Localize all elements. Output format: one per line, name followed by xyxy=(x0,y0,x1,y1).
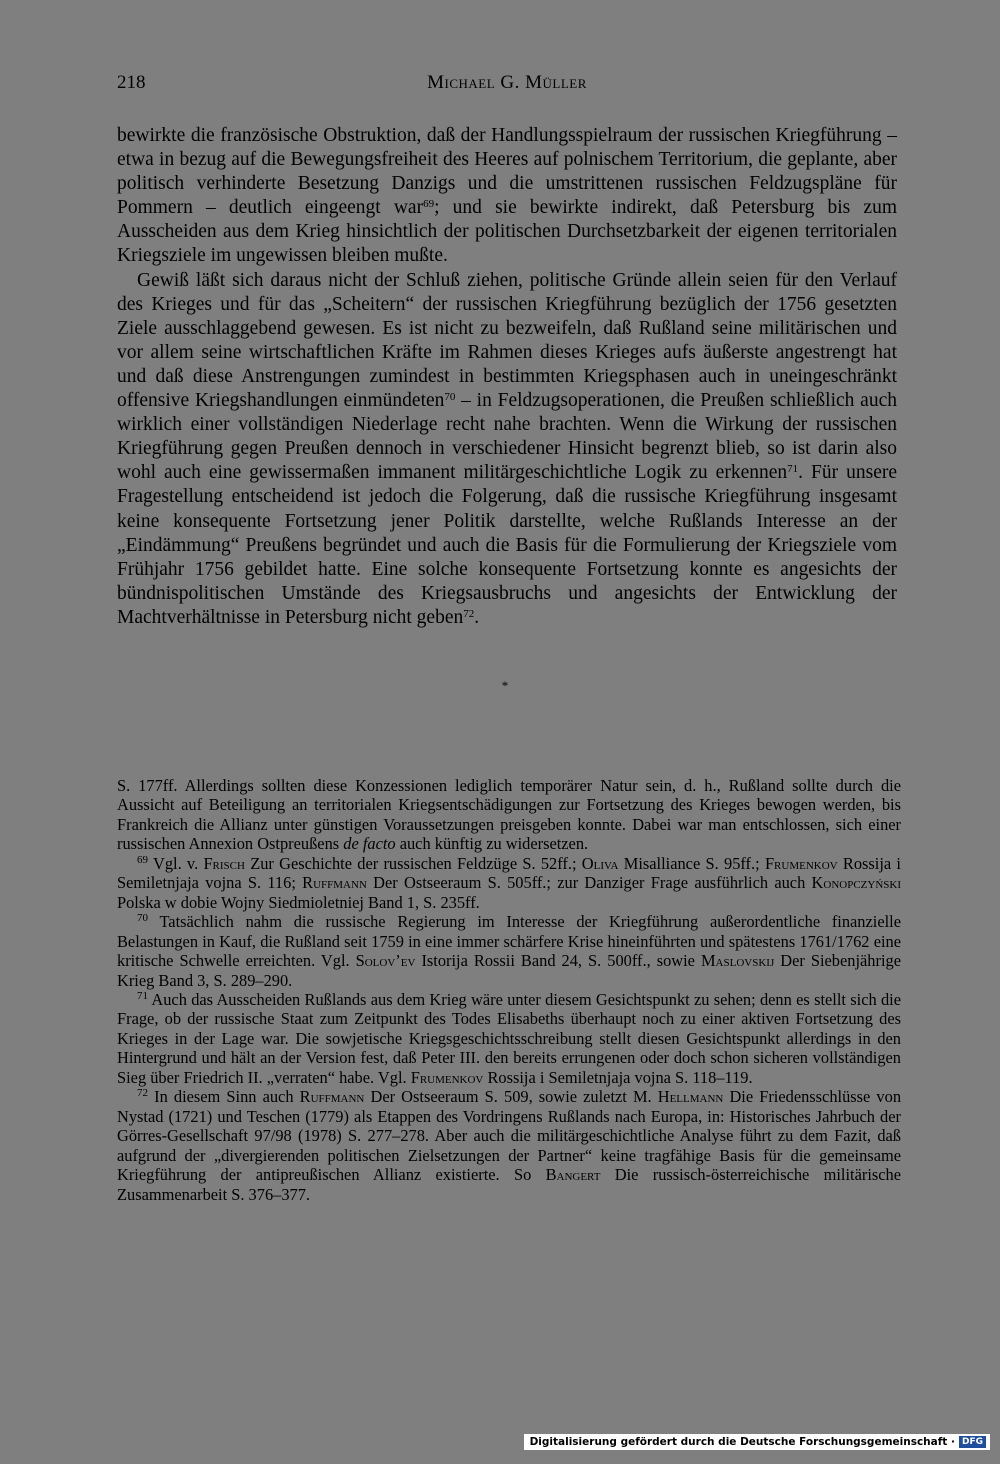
main-text xyxy=(117,124,897,630)
footnote-ref-72: 72 xyxy=(463,607,475,620)
running-head: Michael G. Müller xyxy=(427,72,587,93)
credit-text: Digitalisierung gefördert durch die Deutsche Forschungsgemeinschaft · xyxy=(529,1436,955,1448)
paragraph-1: bewirkte die französische Obstruktion, daß der Handlungsspielraum der russischen Kriegführung – etwa in bezug auf die Bewegungsfreiheit des Heeres auf polnischem Territorium, die geplante, aber politisch verhinderte Besetzung Danzigs und die umstrittenen russischen Feldzugspläne für Pommern – deutlich eingeengt war$^{69}$; und sie bewirkte indirekt, daß Petersburg bis zum Ausscheiden aus dem Krieg hinsichtlich der politischen Durchsetzbarkeit der eigenen territorialen Kriegsziele im ungewissen bleiben mußte. xyxy=(117,125,897,267)
footnote-72: $^{72}$ In diesem Sinn auch Ruffmann Der Ostseeraum S. 509, sowie zuletzt M. Hellmann Die Friedensschlüsse von Nystad (1721) und Teschen (1779) als Etappen des Vordringens Rußlands nach Europa, in: Historisches Jahrbuch der Görres-Gesellschaft 97/98 (1978) S. 277–278. Aber auch die militärgeschichtliche Analyse führt zu dem Fazit, daß aufgrund der „divergierenden politischen Zielsetzungen der Partner“ keine tragfähige Basis für die gemeinsame Kriegführung der antipreußischen Allianz existierte. So Bangert Die russisch-österreichische militärische Zusammenarbeit S. 376–377. xyxy=(117,1087,902,1204)
dfg-logo: DFG xyxy=(959,1436,986,1448)
footnote-70: $^{70}$ Tatsächlich nahm die russische Regierung im Interesse der Kriegführung außerordentliche finanzielle Belastungen in Kauf, die Rußland seit 1759 in eine immer schärfere Krise hineinführten und spätestens 1761/1762 eine kritische Schwelle erreichten. Vgl. Solov’ev Istorija Rossii Band 24, S. 500ff., sowie Maslovskij Der Siebenjährige Krieg Band 3, S. 289–290. xyxy=(117,912,901,990)
section-mark: * xyxy=(501,678,509,693)
paragraph-2: Gewiß läßt sich daraus nicht der Schluß ziehen, politische Gründe allein seien für den Verlauf des Krieges und für das „Scheitern“ der russischen Kriegführung bezüglich der 1756 gesetzten Ziele ausschlaggebend gewesen. Es ist nicht zu bezweifeln, daß Rußland seine militärischen und vor allem seine wirtschaftlichen Kräfte im Rahmen dieses Krieges aufs äußerste angestrengt hat und daß diese Anstrengungen zumindest in bestimmten Kriegsphasen auch in uneingeschränkt offensive Kriegshandlungen einmündeten$^{70}$ – in Feldzugsoperationen, die Preußen schließlich auch wirklich einer vollständigen Niederlage recht nahe brachten. Wenn die Wirkung der russischen Kriegführung gegen Preußen dennoch in verschiedener Hinsicht begrenzt blieb, so ist darin also wohl auch eine gewissermaßen immanent militärgeschichtliche Logik zu erkennen$^{71}$. Für unsere Fragestellung entscheidend ist jedoch die Folgerung, daß die russische Kriegführung insgesamt keine konsequente Fortsetzung jener Politik darstellte, welche Rußlands Interesse an der „Eindämmung“ Preußens begründet und auch die Basis für die Formulierung der Kriegsziele vom Frühjahr 1756 gebildet hatte. Eine solche konsequente Fortsetzung konnte es angesichts der bündnispolitischen Umstände des Kriegsausbruchs und angesichts der Entwicklung der Machtverhältnisse in Petersburg nicht geben$^{72}$. xyxy=(117,269,898,628)
footnote-ref-71: 71 xyxy=(787,463,799,476)
digitization-credit xyxy=(524,1434,990,1450)
page-number: 218 xyxy=(117,72,146,93)
page-header xyxy=(117,72,897,96)
footnotes xyxy=(117,776,901,1204)
footnote-ref-70: 70 xyxy=(444,391,456,404)
footnote-ref-69: 69 xyxy=(423,198,435,211)
footnote-69: $^{69}$ Vgl. v. Frisch Zur Geschichte der russischen Feldzüge S. 52ff.; Oliva Misalliance S. 95ff.; Frumenkov Rossija i Semiletnjaja vojna S. 116; Ruffmann Der Ostseeraum S. 505ff.; zur Danziger Frage ausführlich auch Konopczyński Polska w dobie Wojny Siedmioletniej Band 1, S. 235ff. xyxy=(117,853,902,912)
footnote-continuation: S. 177ff. Allerdings sollten diese Konzessionen lediglich temporärer Natur sein, d. h., Rußland sollte durch die Aussicht auf Beteiligung an territorialen Kriegsentschädigungen zur Fortsetzung des Krieges bewogen werden, bis Frankreich die Allianz unter günstigen Voraussetzungen preisgeben konnte. Dabei war man entschlossen, sich einer russischen Annexion Ostpreußens de facto auch künftig zu widersetzen. xyxy=(117,776,901,854)
footnote-71: $^{71}$ Auch das Ausscheiden Rußlands aus dem Krieg wäre unter diesem Gesichtspunkt zu sehen; denn es stellt sich die Frage, ob der russische Staat zum Zeitpunkt des Todes Elisabeths überhaupt noch zu einer aktiven Fortsetzung des Krieges in der Lage war. Die sowjetische Kriegsgeschichtsschreibung stellt diesen Gesichtspunkt allerdings in den Hintergrund und hält an der Version fest, daß Peter III. den bereits errungenen oder doch schon sicheren vollständigen Sieg über Friedrich II. „verraten“ habe. Vgl. Frumenkov Rossija i Semiletnjaja vojna S. 118–119. xyxy=(117,989,901,1087)
